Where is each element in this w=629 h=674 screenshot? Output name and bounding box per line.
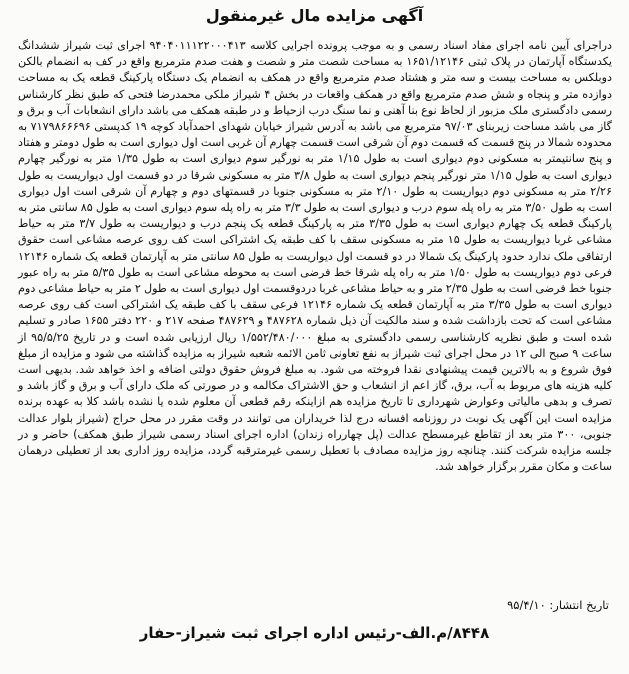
notice-title: آگهی مزایده مال غیرمنقول	[205, 6, 424, 25]
notice-signature: ۸۴۴۸/م.الف-رئیس اداره اجرای ثبت شیراز-حفار	[139, 624, 490, 642]
publication-date: تاریخ انتشار: ۹۵/۴/۱۰	[507, 598, 609, 612]
notice-body: دراجرای آیین نامه اجرای مفاد اسناد رسمی و به موجب پرونده اجرایی کلاسه ۹۴۰۴۰۱۱۱۲۲۰۰۰۴۱۳ اجرای ثبت شیراز ششدانگ یکدستگاه آپارتمان در پلاک ثبتی ۱۶۵۱/۱۲۱۴۶ به مساحت شصت متر و شصت و هفت صدم مترمربع واقع در کف به انضمام بالکن دوبلکس به مساحت بیست و سه متر و هشتاد صدم مترمربع واقع در همکف به انضمام یک دستگاه پارکینگ قطعه یک به مساحت دوازده متر و پنجاه و شش صدم مترمربع واقع در همکف واقعات در بخش ۴ شیراز ملکی محمدرضا فتحی که طبق نظر کارشناس رسمی دادگستری ملک مزبور از لحاظ نوع بنا آهنی و نما سنگ درب ازحیاط و در طبقه همکف می باشد دارای انشعابات آب و برق و گاز می باشد مساحت زیربنای ۹۷/۰۳ مترمربع می باشد به آدرس شیراز خیابان شهدای احمدآباد کوچه ۱۹ کدپستی ۷۱۷۹۸۶۶۶۹۶ به محدوده شمالا در پنج قسمت که قسمت دوم آن شرقی است قسمت چهارم آن غربی است اول دیواری است به طول دومتر و هفتاد و پنج سانتیمتر به مسکونی دوم دیواری است به طول ۱/۱۵ متر به نورگیر سوم دیواری است به طول ۱/۳۵ متر به نورگیر چهارم دیواری است به طول ۱/۱۵ متر نورگیر پنجم دیواری است به طول ۳/۸ متر به مسکونی شرقا در دو قسمت اول دیواریست به طول ۲/۲۶ متر به مسکونی دوم دیواریست به طول ۲/۱۰ متر به مسکونی جنوبا در قسمتهای دوم و چهارم آن شرقی است اول دیواری است به طول ۳/۵۰ متر به راه پله سوم درب و دیواری است به طول ۳/۳ متر به راه پله سوم دیواری است به طول ۸۵ سانتی متر به پارکینگ قطعه یک چهارم دیواری است به طول ۳/۳۵ متر به پارکینگ قطعه یک پنجم درب و دیواریست به طول ۳/۷ متر به حیاط مشاعی غربا دیواریست به طول ۱۵ متر به مسکونی سقف با کف طبقه یک اشتراکی است کف روی عرصه مشاعی است حقوق ارتفاقی ملک ندارد حدود پارکینگ یک شمالا در دو قسمت اول دیواریست به طول ۸۵ سانتی متر به آپارتمان قطعه یک شماره ۱۲۱۴۶ فرعی دوم دیواریست به طول ۱/۵۰ متر به راه پله شرقا خط فرضی است به محوطه مشاعی است به طول ۵/۳۵ متر به راه عبور جنوبا خط فرضی است به طول ۲/۳۵ متر و به حیاط مشاعی غربا دردوقسمت اول دیواری است به طول ۲ متر به حیاط مشاعی دوم دیواری است به طول ۳/۳۵ متر به آپارتمان قطعه یک شماره ۱۲۱۴۶ فرعی سقف با کف طبقه یک اشتراکی است کف روی عرصه مشاعی است که تحت بازداشت شده و سند مالکیت آن ذیل شماره ۴۸۷۶۲۸ و ۴۸۷۶۲۹ صفحه ۲۱۷ و ۲۲۰ دفتر ۱۶۵۵ صادر و تسلیم شده است و طبق نظریه کارشناسی رسمی دادگستری به مبلغ ۱/۵۵۲/۴۸۰/۰۰۰ ریال ارزیابی شده است و در تاریخ ۹۵/۵/۲۵ از ساعت ۹ صبح الی ۱۲ در محل اجرای ثبت شیراز به نفع تعاونی ثامن الائمه شعبه شیراز به مزایده گذاشته می شود و مزایده از مبلغ فوق شروع و به بالاترین قیمت پیشنهادی نقدا فروخته می شود. به مبلغ فروش حقوق دولتی اضافه و اخذ خواهد شد. بدیهی است کلیه هزینه های مربوط به آب، برق، گاز اعم از انشعاب و حق الاشتراک مکالمه و در صورتی که ملک دارای آب و برق و گاز باشد و تصرف و بدهی مالیاتی وعوارض شهرداری تا تاریخ مزایده هم ازاینکه رقم قطعی آن معلوم شده یا نشده باشد کلا به عهده برنده مزایده است این آگهی یک نوبت در روزنامه افسانه درج لذا خریداران می توانند در وقت مقرر در محل حراج (شیراز بلوار عدالت جنوبی، ۳۰۰ متر بعد از تقاطع غیرمسطح عدالت (پل چهارراه زندان) اداره اجرای اسناد رسمی شیراز طبق همکف) حاضر و در جلسه مزایده شرکت کنند. چنانچه روز مزایده مصادف با تعطیل رسمی غیرمترقبه گردد، مزایده روز اداری بعد از تعطیلی درهمان ساعت و مکان مقرر برگزار خواهد شد.	[18, 39, 613, 474]
